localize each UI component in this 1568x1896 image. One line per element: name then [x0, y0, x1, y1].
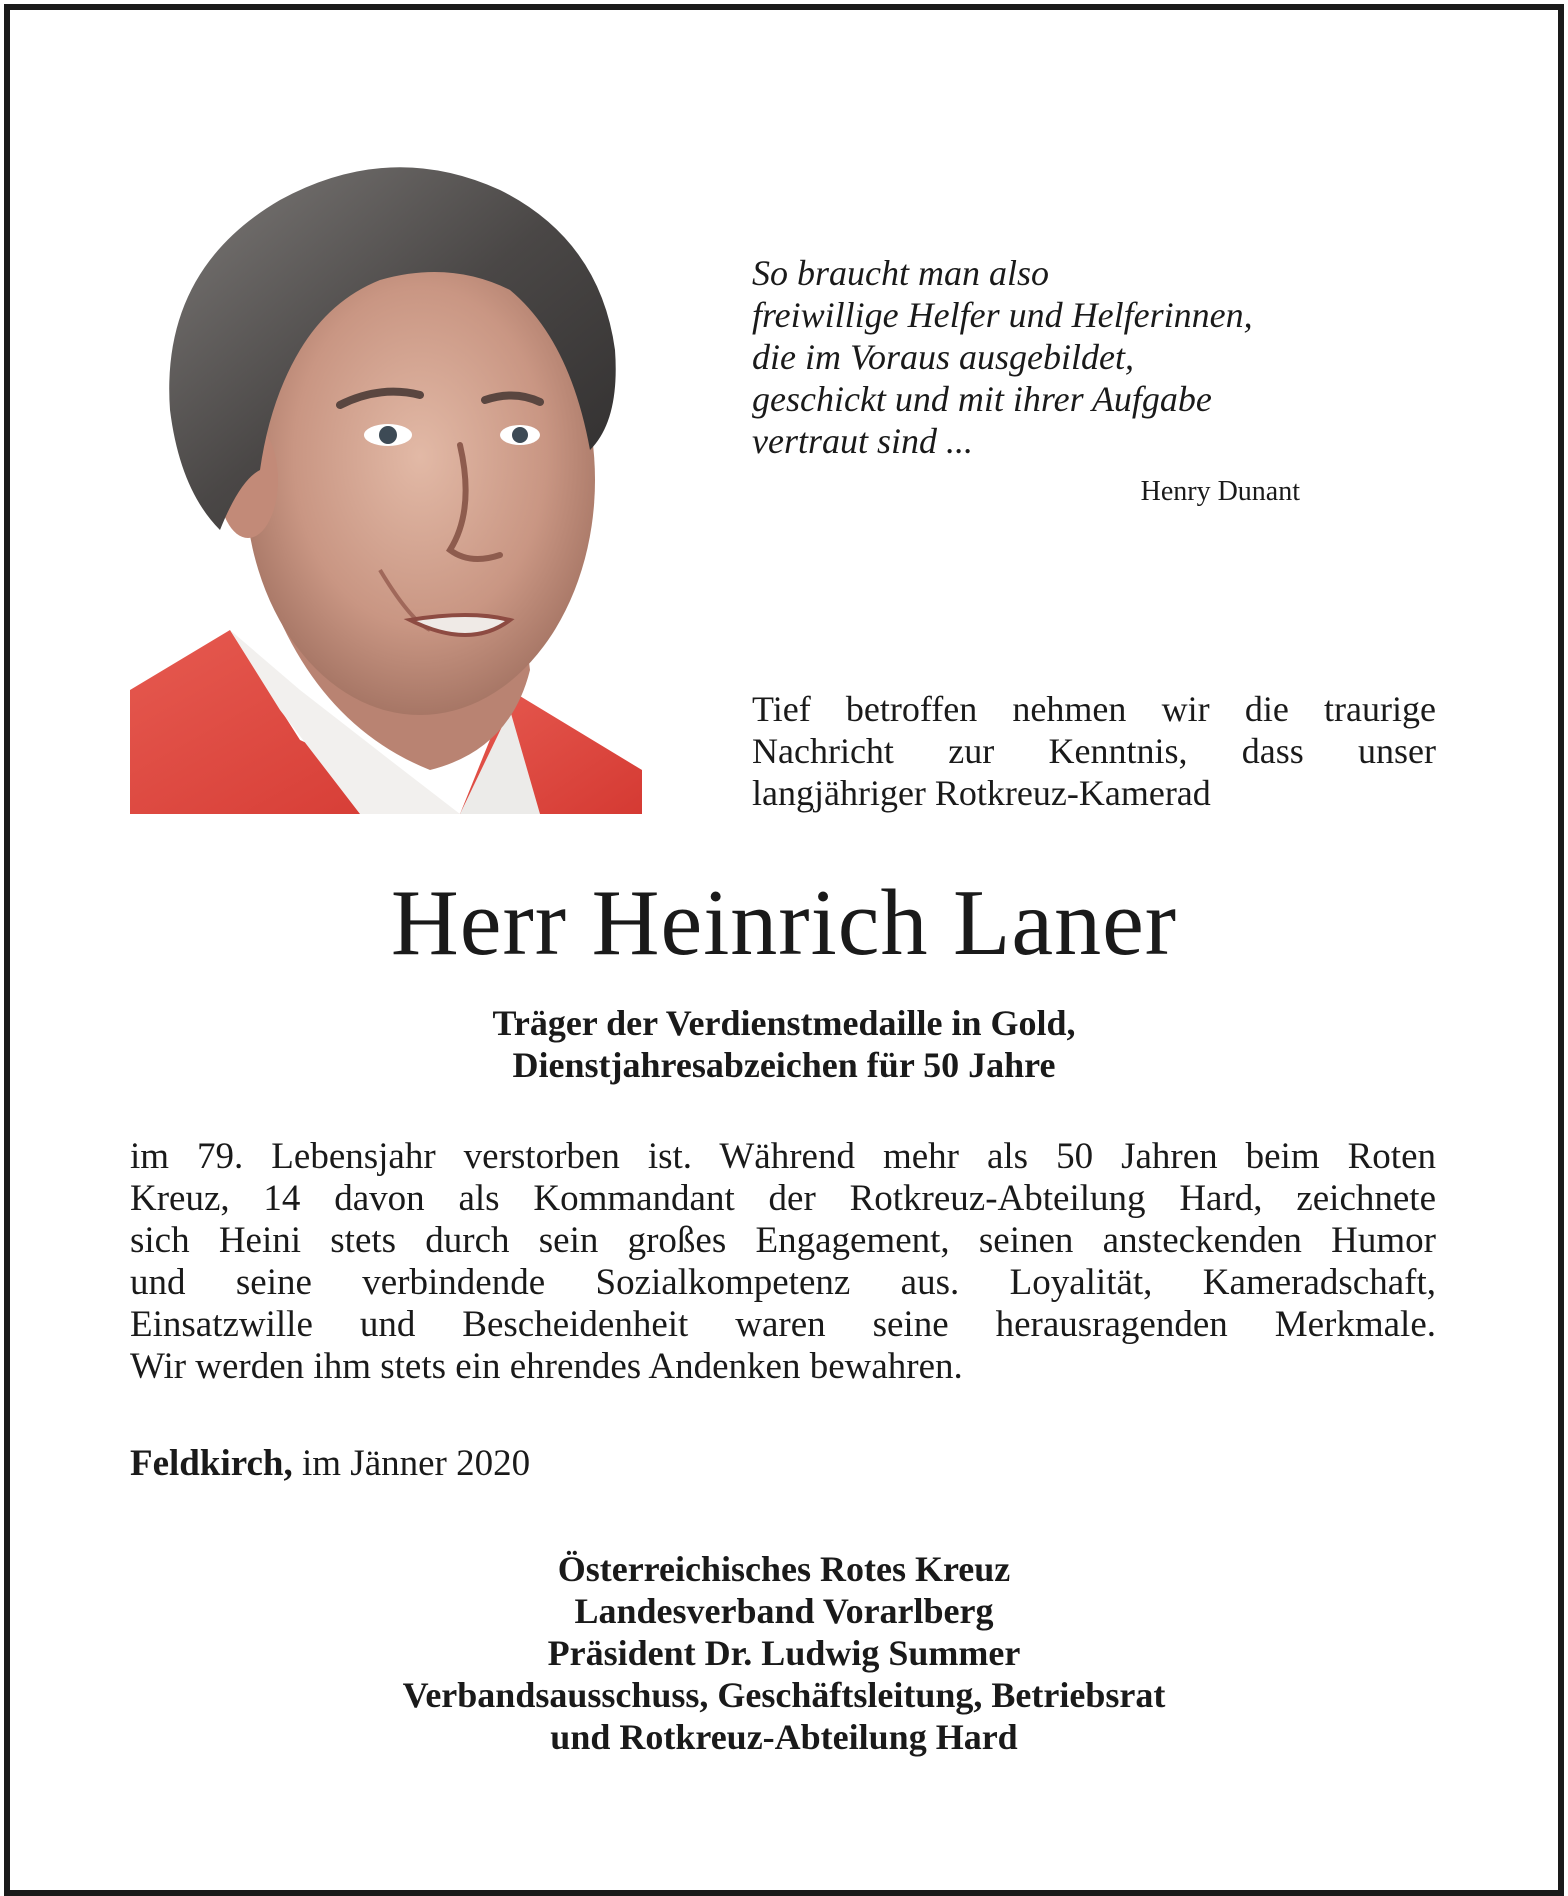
quote-line: vertraut sind ...	[752, 421, 973, 461]
portrait-photo	[130, 150, 642, 814]
honors-line: Träger der Verdienstmedaille in Gold,	[492, 1003, 1076, 1043]
signature-line: Landesverband Vorarlberg	[574, 1591, 994, 1631]
quote-text	[752, 252, 1352, 462]
intro-paragraph	[752, 688, 1436, 814]
body-line: und seine verbindende Sozialkompetenz aus. Loyalität, Kameradschaft,	[130, 1262, 1436, 1303]
signature-line: und Rotkreuz-Abteilung Hard	[550, 1717, 1018, 1757]
date: im Jänner 2020	[292, 1443, 531, 1484]
body-line: sich Heini stets durch sein großes Engagement, seinen ansteckenden Humor	[130, 1220, 1436, 1261]
intro-line: Nachricht zur Kenntnis, dass unser	[752, 731, 1436, 771]
intro-line: langjähriger Rotkreuz-Kamerad	[752, 773, 1211, 813]
quote-author: Henry Dunant	[1140, 476, 1300, 507]
body-paragraph	[130, 1136, 1436, 1388]
quote-line: freiwillige Helfer und Helferinnen,	[752, 295, 1253, 335]
body-line: im 79. Lebensjahr verstorben ist. Während mehr als 50 Jahren beim Roten	[130, 1136, 1436, 1177]
signature-line: Verbandsausschuss, Geschäftsleitung, Betriebsrat	[402, 1675, 1166, 1715]
honors-line: Dienstjahresabzeichen für 50 Jahre	[512, 1045, 1056, 1085]
quote-line: So braucht man also	[752, 253, 1049, 293]
body-line: Wir werden ihm stets ein ehrendes Andenken bewahren.	[130, 1346, 963, 1387]
quote-line: geschickt und mit ihrer Aufgabe	[752, 379, 1212, 419]
signature-line: Präsident Dr. Ludwig Summer	[547, 1633, 1021, 1673]
signature-line: Österreichisches Rotes Kreuz	[557, 1549, 1011, 1589]
signature-block	[0, 1548, 1568, 1758]
body-line: Kreuz, 14 davon als Kommandant der Rotkreuz-Abteilung Hard, zeichnete	[130, 1178, 1436, 1219]
place: Feldkirch,	[130, 1443, 293, 1484]
honors	[0, 1002, 1568, 1086]
quote-line: die im Voraus ausgebildet,	[752, 337, 1134, 377]
place-date	[130, 1442, 530, 1486]
deceased-name: Herr Heinrich Laner	[390, 871, 1178, 975]
body-line: Einsatzwille und Bescheidenheit waren seine herausragenden Merkmale.	[130, 1304, 1436, 1345]
intro-line: Tief betroffen nehmen wir die traurige	[752, 689, 1436, 729]
